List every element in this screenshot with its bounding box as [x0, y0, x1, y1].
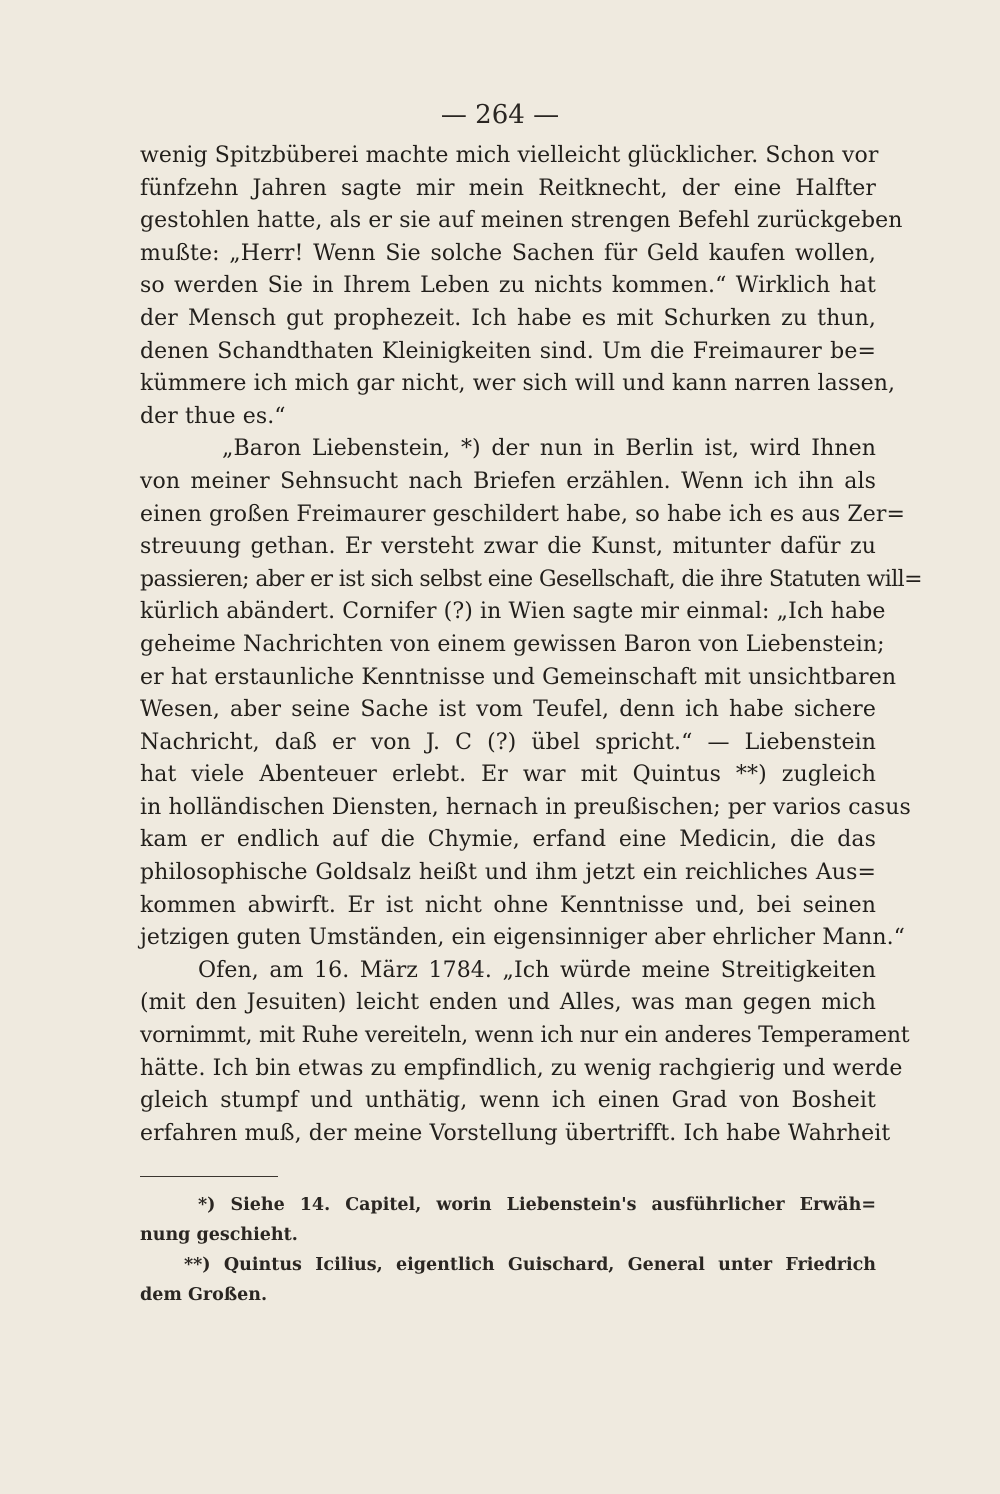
- footnote-line: nung geschieht.: [140, 1225, 298, 1245]
- text-line: von meiner Sehnsucht nach Briefen erzählen. Wenn ich ihn als: [140, 468, 876, 494]
- text-line: kümmere ich mich gar nicht, wer sich will und kann narren lassen,: [140, 371, 896, 397]
- text-line: fünfzehn Jahren sagte mir mein Reitknecht, der eine Halfter: [140, 175, 876, 201]
- text-line: mußte: „Herr! Wenn Sie solche Sachen für Geld kaufen wollen,: [140, 240, 876, 266]
- text-line: kommen abwirft. Er ist nicht ohne Kenntnisse und, bei seinen: [140, 892, 876, 918]
- text-line: so werden Sie in Ihrem Leben zu nichts kommen.“ Wirklich hat: [140, 273, 876, 299]
- text-line: (mit den Jesuiten) leicht enden und Alles, was man gegen mich: [140, 990, 876, 1016]
- text-line: wenig Spitzbüberei machte mich vielleicht glücklicher. Schon vor: [140, 143, 879, 168]
- footnotes: [140, 1190, 876, 1310]
- footnote-line: dem Großen.: [140, 1285, 268, 1305]
- text-line: kam er endlich auf die Chymie, erfand eine Medicin, die das: [140, 827, 876, 853]
- footnote-divider: [140, 1176, 278, 1177]
- footnote-line: **) Quintus Icilius, eigentlich Guischard, General unter Friedrich: [184, 1255, 876, 1275]
- text-line: passieren; aber er ist sich selbst eine Gesellschaft, die ihre Statuten will=: [140, 566, 922, 592]
- text-line: einen großen Freimaurer geschildert habe, so habe ich es aus Zer=: [140, 501, 905, 527]
- text-line: gleich stumpf und unthätig, wenn ich einen Grad von Bosheit: [140, 1088, 876, 1114]
- text-line: denen Schandthaten Kleinigkeiten sind. Um die Freimaurer be=: [140, 338, 876, 364]
- text-line: hat viele Abenteuer erlebt. Er war mit Quintus **) zugleich: [140, 762, 876, 788]
- text-line: kürlich abändert. Cornifer (?) in Wien sagte mir einmal: „Ich habe: [140, 599, 886, 625]
- text-line: er hat erstaunliche Kenntnisse und Gemeinschaft mit unsichtbaren: [140, 664, 897, 690]
- body-text: [140, 140, 922, 1150]
- text-line: hätte. Ich bin etwas zu empfindlich, zu wenig rachgierig und werde: [140, 1055, 903, 1081]
- text-line: „Baron Liebenstein, *) der nun in Berlin ist, wird Ihnen: [222, 436, 876, 462]
- text-line: Ofen, am 16. März 1784. „Ich würde meine Streitigkeiten: [198, 957, 876, 983]
- text-line: gestohlen hatte, als er sie auf meinen strengen Befehl zurückgeben: [140, 208, 903, 234]
- text-line: streuung gethan. Er versteht zwar die Kunst, mitunter dafür zu: [140, 534, 876, 560]
- text-line: jetzigen guten Umständen, ein eigensinniger aber ehrlicher Mann.“: [140, 925, 906, 951]
- text-line: Nachricht, daß er von J. C (?) übel spricht.“ — Liebenstein: [140, 729, 876, 755]
- text-line: der Mensch gut prophezeit. Ich habe es mit Schurken zu thun,: [140, 305, 876, 331]
- text-line: der thue es.“: [140, 403, 286, 429]
- text-line: in holländischen Diensten, hernach in preußischen; per varios casus: [140, 794, 911, 820]
- text-line: vornimmt, mit Ruhe vereiteln, wenn ich nur ein anderes Temperament: [140, 1023, 910, 1049]
- text-line: Wesen, aber seine Sache ist vom Teufel, denn ich habe sichere: [140, 697, 876, 723]
- footnote-line: *) Siehe 14. Capitel, worin Liebenstein's ausführlicher Erwäh=: [198, 1195, 876, 1215]
- page-number: — 264 —: [440, 100, 560, 130]
- text-line: geheime Nachrichten von einem gewissen Baron von Liebenstein;: [140, 631, 885, 657]
- text-line: erfahren muß, der meine Vorstellung übertrifft. Ich habe Wahrheit: [140, 1120, 891, 1146]
- text-line: philosophische Goldsalz heißt und ihm jetzt ein reichliches Aus=: [140, 860, 876, 886]
